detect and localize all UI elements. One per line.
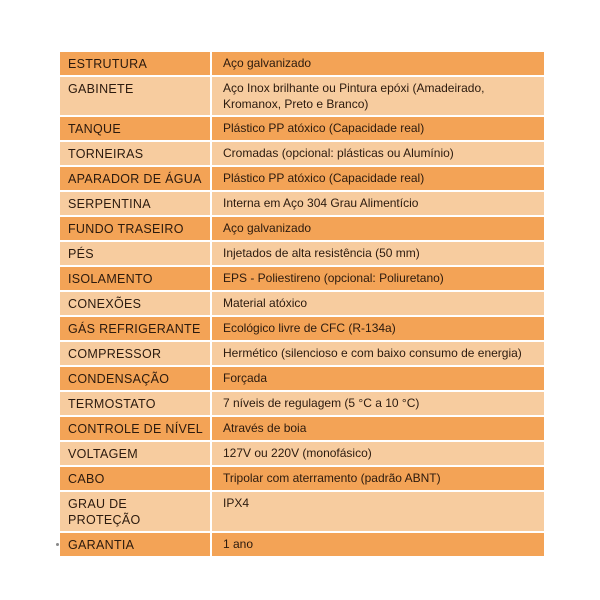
spec-value: Aço galvanizado xyxy=(211,52,544,76)
spec-row xyxy=(60,191,544,216)
spec-row xyxy=(60,291,544,316)
spec-value: Aço galvanizado xyxy=(211,216,544,241)
spec-row xyxy=(60,532,544,556)
spec-row xyxy=(60,466,544,491)
spec-table-body xyxy=(60,52,544,556)
spec-label: TORNEIRAS xyxy=(60,141,211,166)
spec-row xyxy=(60,216,544,241)
spec-value: 7 níveis de regulagem (5 °C a 10 °C) xyxy=(211,391,544,416)
spec-label: APARADOR DE ÁGUA xyxy=(60,166,211,191)
spec-label: GÁS REFRIGERANTE xyxy=(60,316,211,341)
spec-value: Hermético (silencioso e com baixo consumo de energia) xyxy=(211,341,544,366)
spec-row xyxy=(60,116,544,141)
spec-row xyxy=(60,166,544,191)
spec-value: Ecológico livre de CFC (R-134a) xyxy=(211,316,544,341)
spec-label: ISOLAMENTO xyxy=(60,266,211,291)
spec-value: Plástico PP atóxico (Capacidade real) xyxy=(211,116,544,141)
spec-label: PÉS xyxy=(60,241,211,266)
spec-label: CONEXÕES xyxy=(60,291,211,316)
spec-row xyxy=(60,76,544,116)
spec-value: Interna em Aço 304 Grau Alimentício xyxy=(211,191,544,216)
spec-label: GABINETE xyxy=(60,76,211,116)
spec-label: ESTRUTURA xyxy=(60,52,211,76)
spec-value: 1 ano xyxy=(211,532,544,556)
spec-label: GRAU DE PROTEÇÃO xyxy=(60,491,211,532)
spec-label: SERPENTINA xyxy=(60,191,211,216)
spec-label: VOLTAGEM xyxy=(60,441,211,466)
spec-value: IPX4 xyxy=(211,491,544,532)
spec-value: Aço Inox brilhante ou Pintura epóxi (Amadeirado, Kromanox, Preto e Branco) xyxy=(211,76,544,116)
spec-row xyxy=(60,241,544,266)
spec-row xyxy=(60,416,544,441)
spec-value: Através de boia xyxy=(211,416,544,441)
spec-row xyxy=(60,341,544,366)
spec-row xyxy=(60,366,544,391)
spec-value: Injetados de alta resistência (50 mm) xyxy=(211,241,544,266)
spec-table xyxy=(60,52,544,556)
spec-label: TERMOSTATO xyxy=(60,391,211,416)
spec-label: CONTROLE DE NÍVEL xyxy=(60,416,211,441)
spec-label: CONDENSAÇÃO xyxy=(60,366,211,391)
spec-label: CABO xyxy=(60,466,211,491)
spec-value: Forçada xyxy=(211,366,544,391)
spec-row xyxy=(60,491,544,532)
spec-row xyxy=(60,316,544,341)
spec-value: Cromadas (opcional: plásticas ou Alumínio) xyxy=(211,141,544,166)
spec-label: FUNDO TRASEIRO xyxy=(60,216,211,241)
spec-row xyxy=(60,141,544,166)
spec-value: 127V ou 220V (monofásico) xyxy=(211,441,544,466)
spec-row xyxy=(60,391,544,416)
spec-value: Tripolar com aterramento (padrão ABNT) xyxy=(211,466,544,491)
spec-label: COMPRESSOR xyxy=(60,341,211,366)
spec-value: Material atóxico xyxy=(211,291,544,316)
spec-value: EPS - Poliestireno (opcional: Poliuretano) xyxy=(211,266,544,291)
spec-label: TANQUE xyxy=(60,116,211,141)
spec-row xyxy=(60,52,544,76)
spec-row xyxy=(60,266,544,291)
spec-label: GARANTIA xyxy=(60,532,211,556)
stray-dot xyxy=(56,543,59,546)
spec-value: Plástico PP atóxico (Capacidade real) xyxy=(211,166,544,191)
spec-row xyxy=(60,441,544,466)
